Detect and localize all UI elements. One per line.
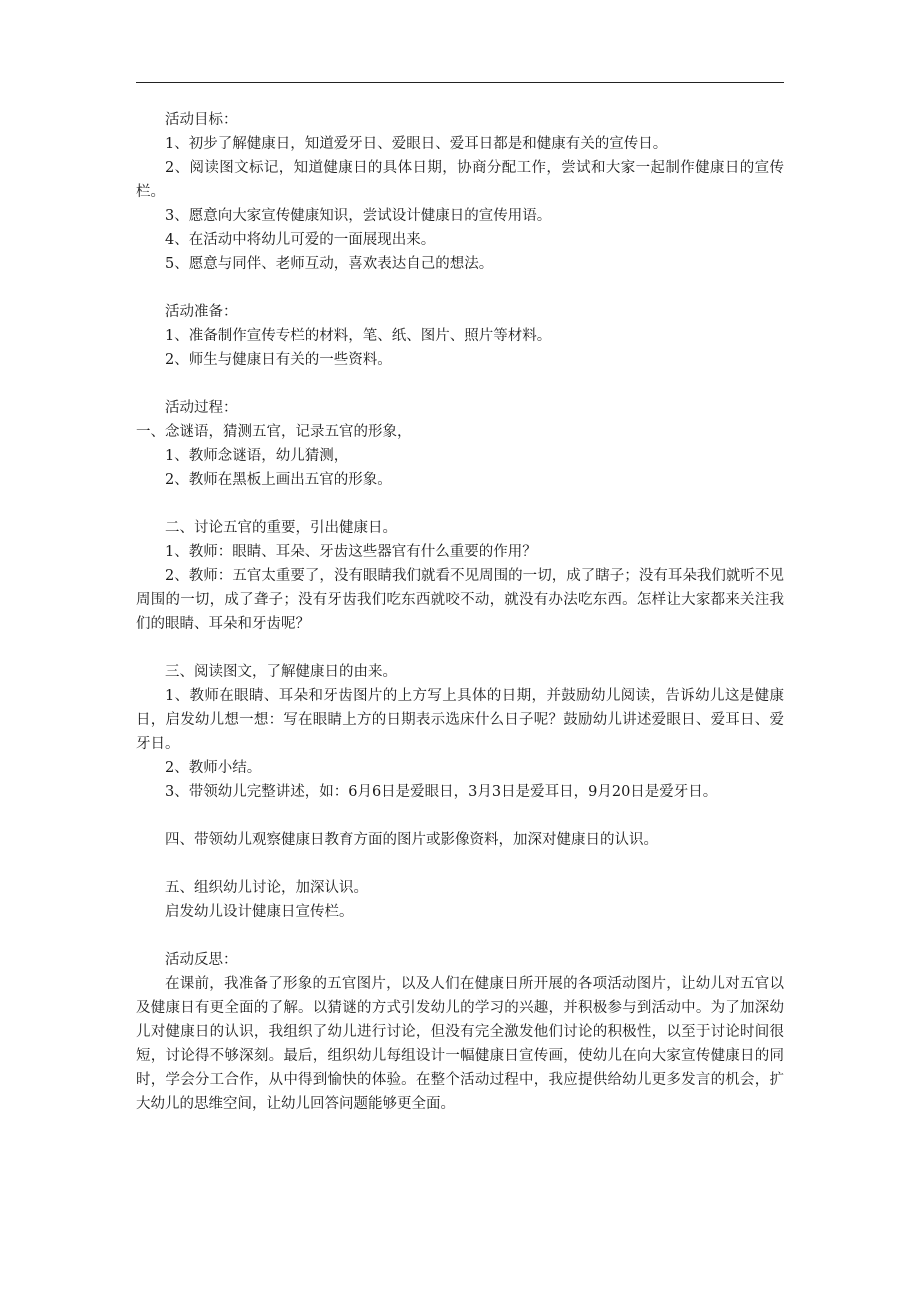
step1-item: 2、教师在黑板上画出五官的形象。 — [165, 472, 392, 488]
step1-item: 1、教师念谜语，幼儿猜测， — [165, 448, 349, 464]
section-prep — [136, 300, 784, 372]
step3-item: 3、带领幼儿完整讲述，如：6月6日是爱眼日，3月3日是爱耳日，9月20日是爱牙日。 — [165, 784, 718, 800]
goal-item: 1、初步了解健康日，知道爱牙日、爱眼日、爱耳日都是和健康有关的宣传日。 — [165, 136, 668, 152]
step3-title: 三、阅读图文，了解健康日的由来。 — [165, 664, 397, 680]
step5-title: 五、组织幼儿讨论，加深认识。 — [165, 880, 368, 896]
section-process-step1 — [136, 396, 784, 492]
step2-item: 1、教师：眼睛、耳朵、牙齿这些器官有什么重要的作用？ — [165, 544, 537, 560]
prep-heading: 活动准备： — [165, 304, 238, 320]
section-process-step3 — [136, 660, 784, 804]
goal-item: 5、愿意与同伴、老师互动，喜欢表达自己的想法。 — [165, 256, 494, 272]
section-process-step2 — [136, 516, 784, 636]
prep-item: 2、师生与健康日有关的一些资料。 — [165, 352, 392, 368]
prep-item: 1、准备制作宣传专栏的材料，笔、纸、图片、照片等材料。 — [165, 328, 552, 344]
step1-title: 一、念谜语，猜测五官，记录五官的形象， — [136, 424, 412, 440]
section-process-step4 — [136, 828, 784, 852]
reflection-heading: 活动反思： — [165, 952, 238, 968]
step2-item: 2、教师：五官太重要了，没有眼睛我们就看不见周围的一切，成了瞎子；没有耳朵我们就听不见周围的一切，成了聋子；没有牙齿我们吃东西就咬不动，就没有办法吃东西。怎样让大家都来关注我们的眼睛、耳朵和牙齿呢？ — [136, 568, 784, 632]
section-goals — [136, 108, 784, 276]
goal-item: 2、阅读图文标记，知道健康日的具体日期，协商分配工作，尝试和大家一起制作健康日的宣传栏。 — [136, 160, 784, 200]
step3-item: 1、教师在眼睛、耳朵和牙齿图片的上方写上具体的日期，并鼓励幼儿阅读，告诉幼儿这是健康日，启发幼儿想一想：写在眼睛上方的日期表示选床什么日子呢？鼓励幼儿讲述爱眼日、爱耳日、爱牙日。 — [136, 688, 784, 752]
goal-item: 4、在活动中将幼儿可爱的一面展现出来。 — [165, 232, 436, 248]
process-heading: 活动过程： — [165, 400, 238, 416]
step3-item: 2、教师小结。 — [165, 760, 262, 776]
step2-title: 二、讨论五官的重要，引出健康日。 — [165, 520, 397, 536]
reflection-text: 在课前，我准备了形象的五官图片，以及人们在健康日所开展的各项活动图片，让幼儿对五官以及健康日有更全面的了解。以猜谜的方式引发幼儿的学习的兴趣，并积极参与到活动中。为了加深幼儿对健康日的认识，我组织了幼儿进行讨论，但没有完全激发他们讨论的积极性，以至于讨论时间很短，讨论得不够深刻。最后，组织幼儿每组设计一幅健康日宣传画，使幼儿在向大家宣传健康日的同时，学会分工合作，从中得到愉快的体验。在整个活动过程中，我应提供给幼儿更多发言的机会，扩大幼儿的思维空间，让幼儿回答问题能够更全面。 — [136, 976, 784, 1112]
section-process-step5 — [136, 876, 784, 924]
goals-heading: 活动目标： — [165, 112, 238, 128]
goal-item: 3、愿意向大家宣传健康知识，尝试设计健康日的宣传用语。 — [165, 208, 552, 224]
step5-line: 启发幼儿设计健康日宣传栏。 — [165, 904, 354, 920]
header-rule — [136, 82, 784, 83]
section-reflection — [136, 948, 784, 1116]
document-body — [136, 108, 784, 1140]
step4-title: 四、带领幼儿观察健康日教育方面的图片或影像资料，加深对健康日的认识。 — [165, 832, 658, 848]
